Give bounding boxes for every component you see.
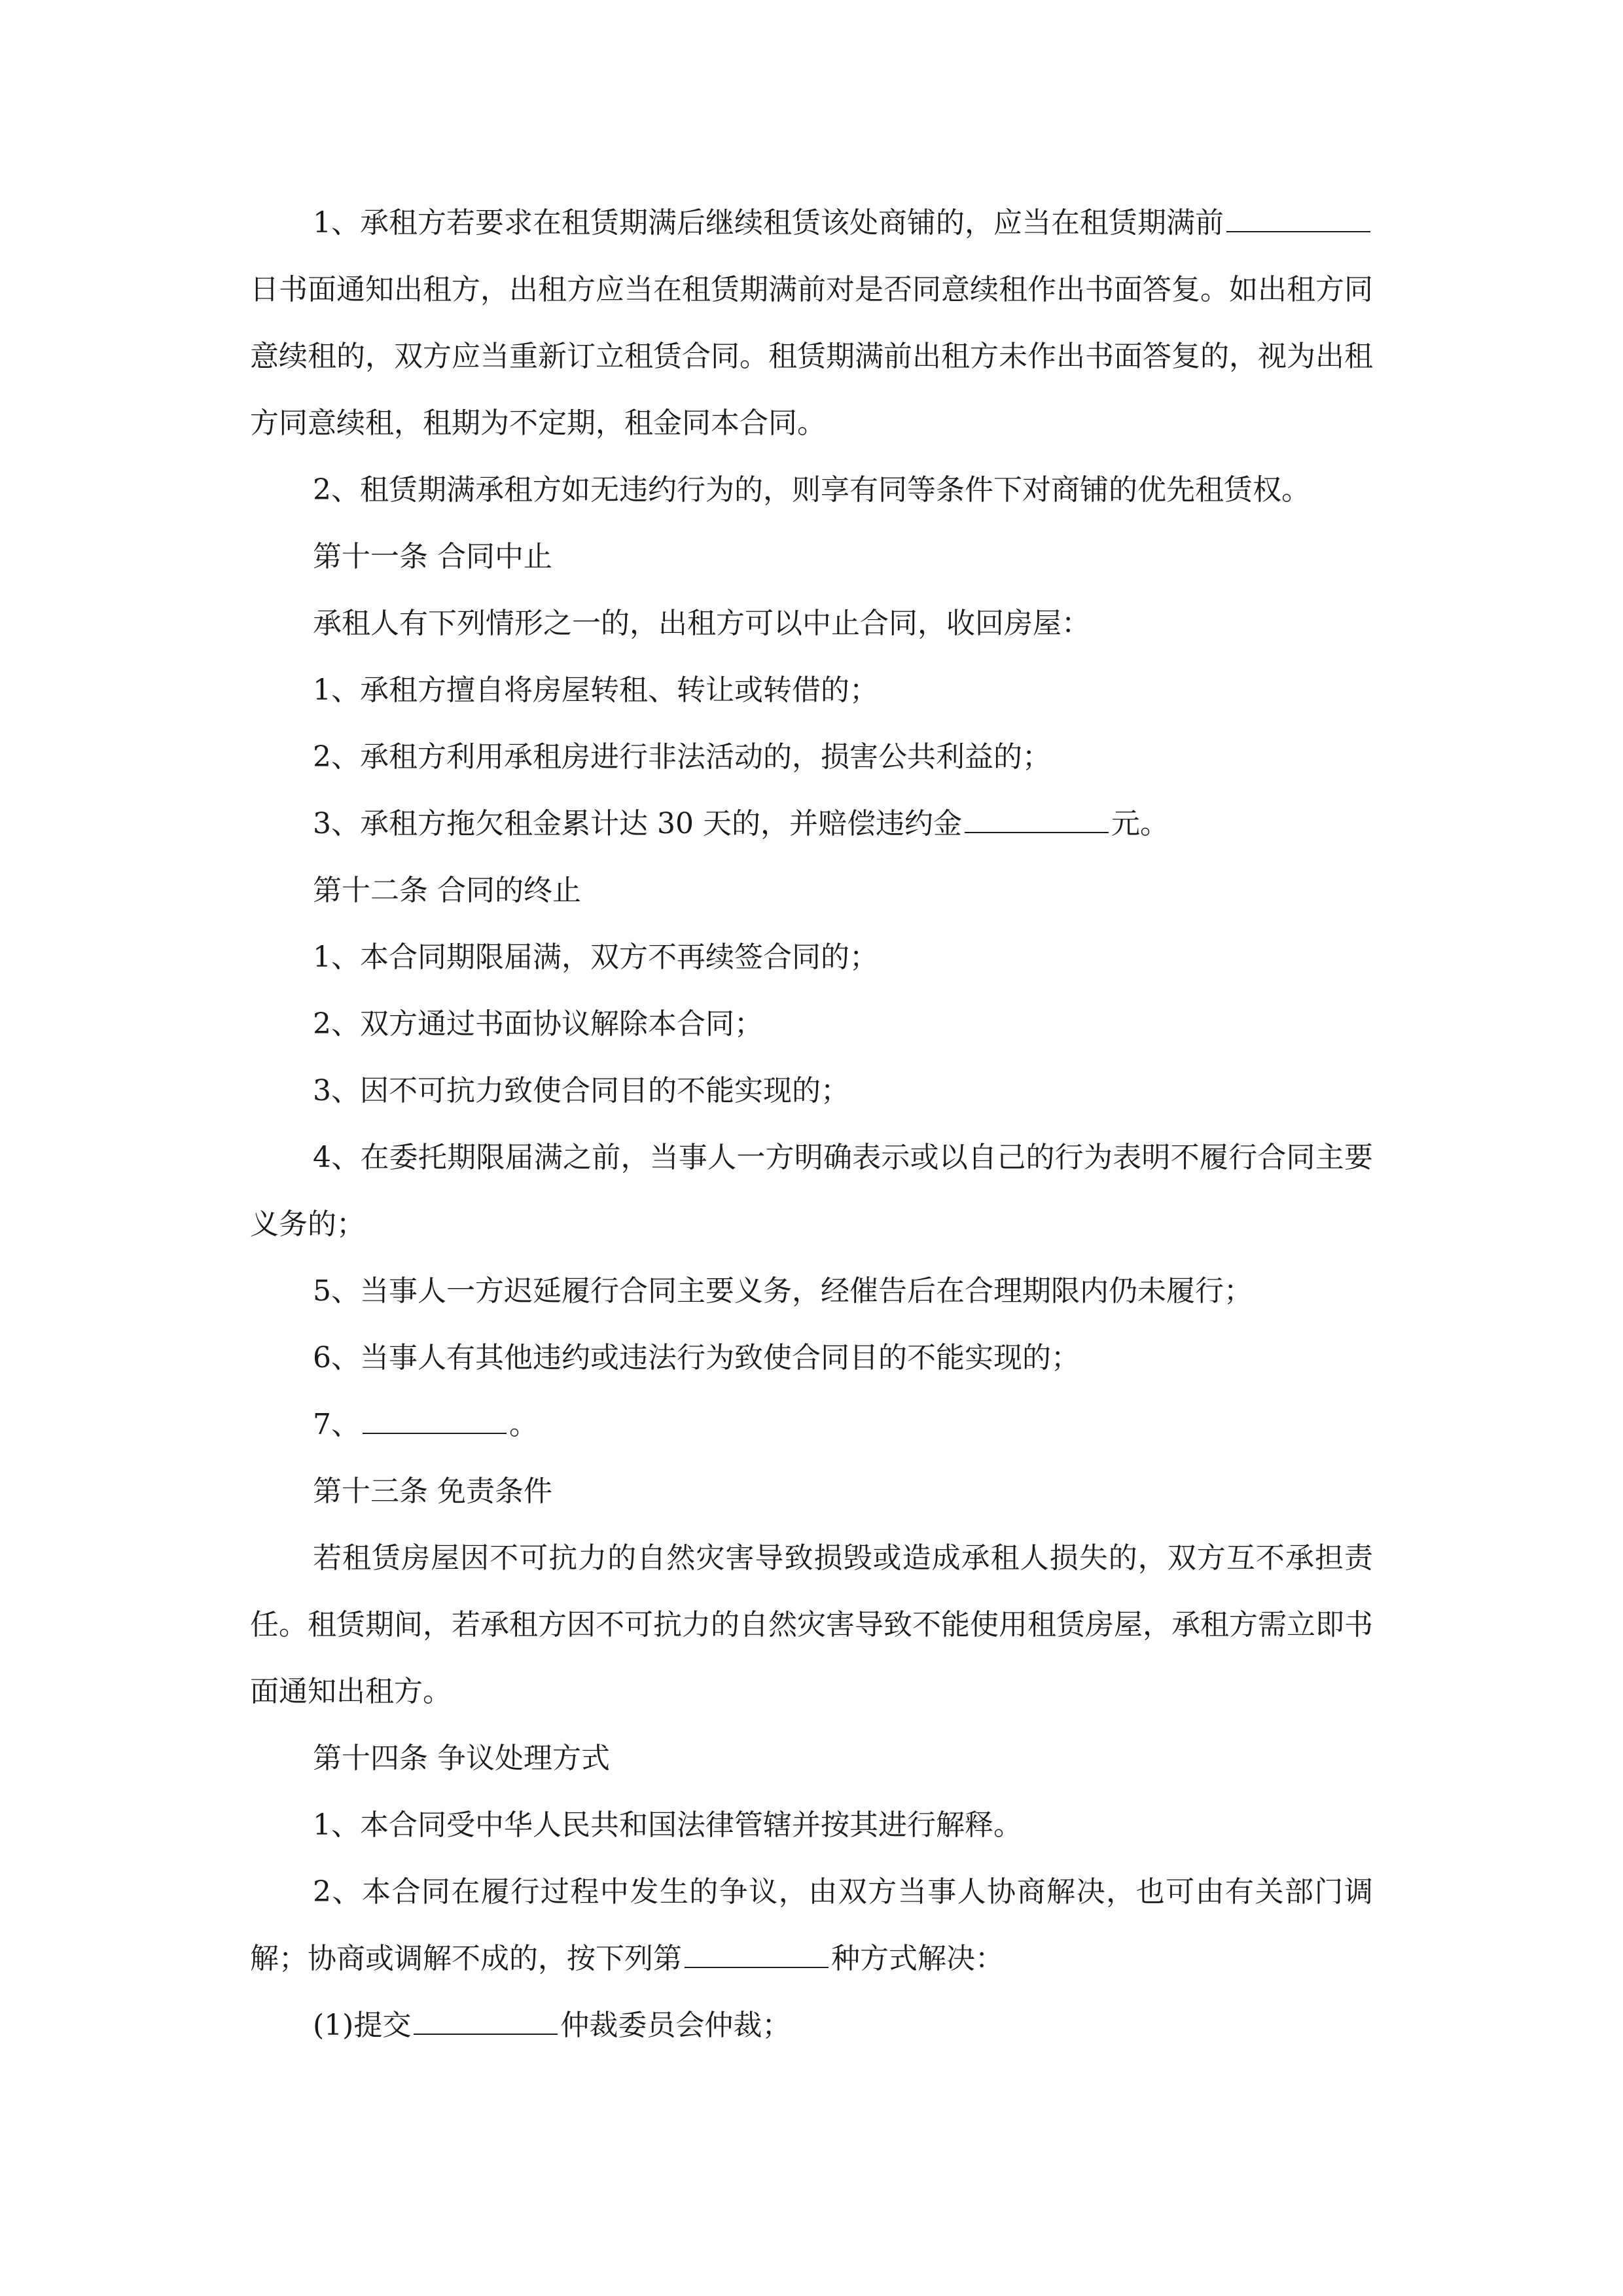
paragraph-text: 第十一条 合同中止: [313, 540, 552, 573]
paragraph-text: 2、本合同在履行过程中发生的争议，由双方当事人协商解决，也可由有关部门调解；协商或调解不成的，按下列第: [250, 1875, 1373, 1975]
paragraph-text: 仲裁委员会仲裁；: [560, 2009, 791, 2042]
paragraph: [250, 657, 1373, 724]
paragraph-text: 第十二条 合同的终止: [313, 874, 581, 907]
paragraph: [250, 1525, 1373, 1725]
paragraph: [250, 924, 1373, 991]
paragraph-text: 5、当事人一方迟延履行合同主要义务，经催告后在合理期限内仍未履行；: [313, 1274, 1253, 1308]
paragraph-text: 4、在委托期限届满之前，当事人一方明确表示或以自己的行为表明不履行合同主要义务的；: [250, 1141, 1373, 1241]
paragraph: [250, 1124, 1373, 1258]
paragraph-text: 1、承租方擅自将房屋转租、转让或转借的；: [313, 673, 878, 707]
paragraph-text: 1、本合同受中华人民共和国法律管辖并按其进行解释。: [313, 1808, 1022, 1842]
paragraph-text: 第十四条 争议处理方式: [313, 1742, 610, 1775]
paragraph-text: 1、承租方若要求在租赁期满后继续租赁该处商铺的，应当在租赁期满前: [313, 206, 1224, 240]
fill-in-blank: [363, 1407, 507, 1434]
paragraph: [250, 991, 1373, 1058]
paragraph-text: 6、当事人有其他违约或违法行为致使合同目的不能实现的；: [313, 1341, 1080, 1374]
paragraph-text: 种方式解决：: [831, 1942, 1004, 1975]
paragraph: [250, 1792, 1373, 1859]
paragraph: [250, 724, 1373, 791]
paragraph-text: 元。: [1111, 807, 1169, 840]
paragraph: [250, 791, 1373, 857]
paragraph-text: (1)提交: [313, 2009, 412, 2042]
paragraph-text: 若租赁房屋因不可抗力的自然灾害导致损毁或造成承租人损失的，双方互不承担责任。租赁期间，若承租方因不可抗力的自然灾害导致不能使用租赁房屋，承租方需立即书面通知出租方。: [250, 1541, 1373, 1708]
paragraph-text: 日书面通知出租方，出租方应当在租赁期满前对是否同意续租作出书面答复。如出租方同意续租的，双方应当重新订立租赁合同。租赁期满前出租方未作出书面答复的，视为出租方同意续租，租期为不定期，租金同本合同。: [250, 273, 1373, 440]
paragraph-text: 第十三条 免责条件: [313, 1475, 552, 1508]
paragraph: [250, 457, 1373, 524]
paragraph: [250, 1992, 1373, 2059]
paragraph-text: 7、: [313, 1408, 360, 1441]
paragraph-text: 3、承租方拖欠租金累计达 30 天的，并赔偿违约金: [313, 807, 962, 840]
paragraph-text: 2、承租方利用承租房进行非法活动的，损害公共利益的；: [313, 740, 1051, 774]
paragraph-text: 2、双方通过书面协议解除本合同；: [313, 1007, 763, 1041]
paragraph: [250, 1325, 1373, 1391]
paragraph: [250, 1859, 1373, 1992]
paragraph-text: 。: [509, 1408, 538, 1441]
paragraph-text: 1、本合同期限届满，双方不再续签合同的；: [313, 941, 878, 974]
fill-in-blank: [685, 1941, 829, 1968]
paragraph: [250, 1391, 1373, 1458]
paragraph-text: 2、租赁期满承租方如无违约行为的，则享有同等条件下对商铺的优先租赁权。: [313, 473, 1310, 507]
paragraph: [250, 1458, 1373, 1525]
paragraph: [250, 857, 1373, 924]
paragraph: [250, 590, 1373, 657]
fill-in-blank: [1226, 205, 1370, 232]
paragraph: [250, 1058, 1373, 1124]
paragraph-text: 承租人有下列情形之一的，出租方可以中止合同，收回房屋：: [313, 607, 1090, 640]
fill-in-blank: [965, 806, 1109, 833]
paragraph-text: 3、因不可抗力致使合同目的不能实现的；: [313, 1074, 849, 1107]
fill-in-blank: [414, 2007, 558, 2035]
document-body: [250, 190, 1373, 2059]
paragraph: [250, 190, 1373, 457]
paragraph: [250, 1725, 1373, 1792]
paragraph: [250, 1258, 1373, 1325]
paragraph: [250, 524, 1373, 590]
